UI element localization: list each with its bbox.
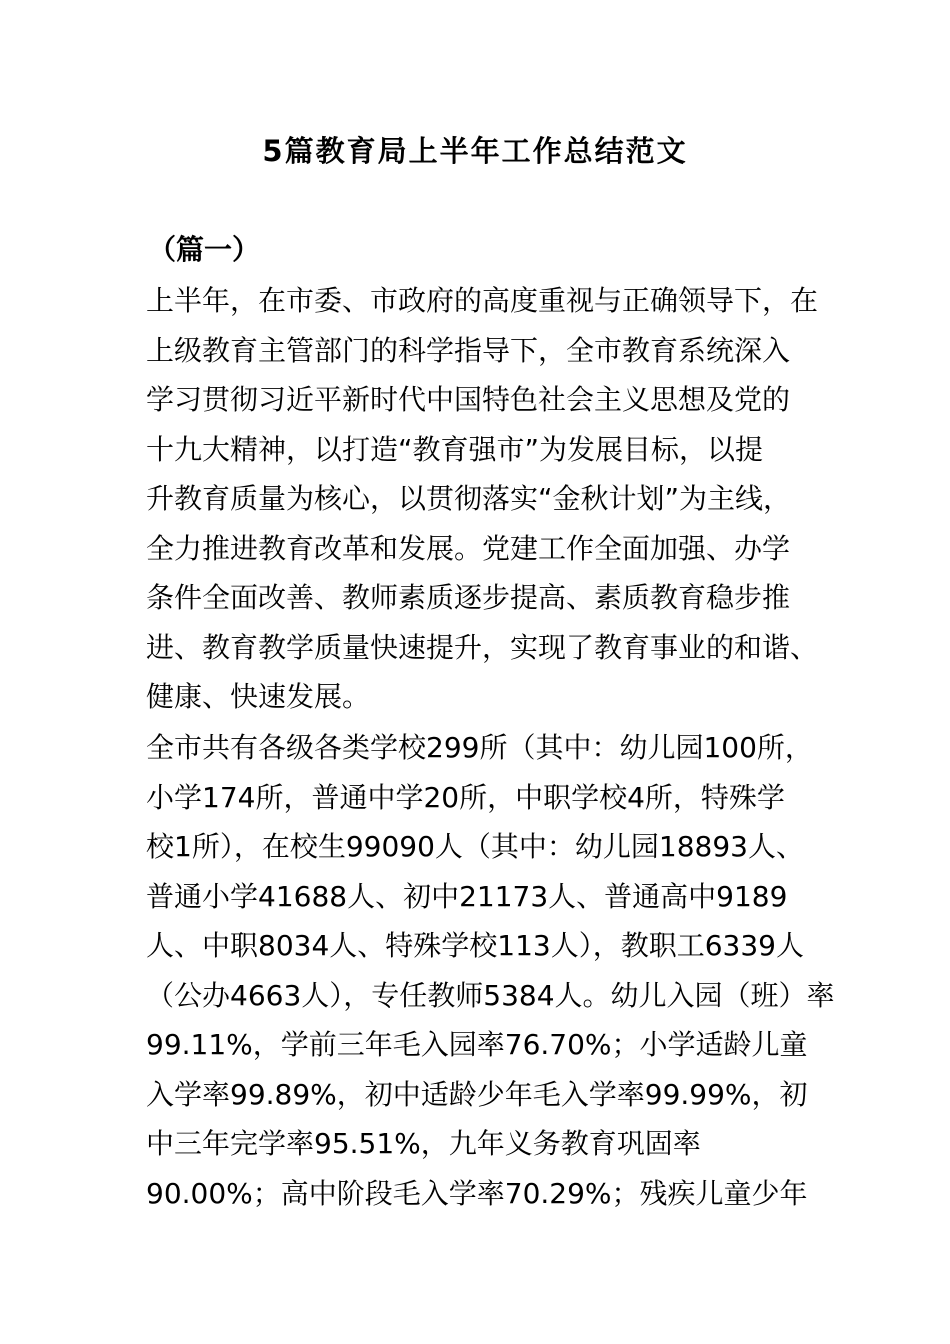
paragraph-line: 全力推进教育改革和发展。党建工作全面加强、办学 <box>146 531 791 565</box>
document-title: 5篇教育局上半年工作总结范文 <box>262 134 688 168</box>
paragraph-line: 升教育质量为核心，以贯彻落实“金秋计划”为主线， <box>146 482 792 515</box>
paragraph-2 <box>146 723 835 1218</box>
paragraph-line: 进、教育教学质量快速提升，实现了教育事业的和谐、 <box>146 630 819 664</box>
paragraph-line: 人、中职8034人、特殊学校113人），教职工6339人 <box>146 929 804 962</box>
paragraph-line: 学习贯彻习近平新时代中国特色社会主义思想及党的 <box>146 383 791 416</box>
paragraph-line: 入学率99.89%，初中适龄少年毛入学率99.99%，初 <box>146 1077 808 1111</box>
section-heading: （篇一） <box>148 233 261 266</box>
paragraph-line: 上级教育主管部门的科学指导下，全市教育系统深入 <box>146 333 791 367</box>
paragraph-1 <box>146 276 819 722</box>
paragraph-line: （公办4663人），专任教师5384人。幼儿入园（班）率 <box>146 978 835 1012</box>
paragraph-line: 中三年完学率95.51%，九年义务教育巩固率 <box>146 1127 701 1160</box>
paragraph-line: 十九大精神，以打造“教育强市”为发展目标，以提 <box>146 432 764 466</box>
paragraph-line: 普通小学41688人、初中21173人、普通高中9189 <box>146 879 788 913</box>
paragraph-line: 健康、快速发展。 <box>146 680 371 713</box>
paragraph-line: 90.00%；高中阶段毛入学率70.29%；残疾儿童少年 <box>146 1176 808 1210</box>
paragraph-line: 小学174所，普通中学20所，中职学校4所，特殊学 <box>146 780 785 814</box>
paragraph-line: 全市共有各级各类学校299所（其中：幼儿园100所， <box>146 731 813 764</box>
paragraph-line: 99.11%，学前三年毛入园率76.70%；小学适龄儿童 <box>146 1028 808 1061</box>
paragraph-line: 条件全面改善、教师素质逐步提高、素质教育稳步推 <box>146 581 791 614</box>
paragraph-line: 校1所），在校生99090人（其中：幼儿园18893人、 <box>146 830 804 863</box>
paragraph-line: 上半年，在市委、市政府的高度重视与正确领导下，在 <box>146 284 819 317</box>
